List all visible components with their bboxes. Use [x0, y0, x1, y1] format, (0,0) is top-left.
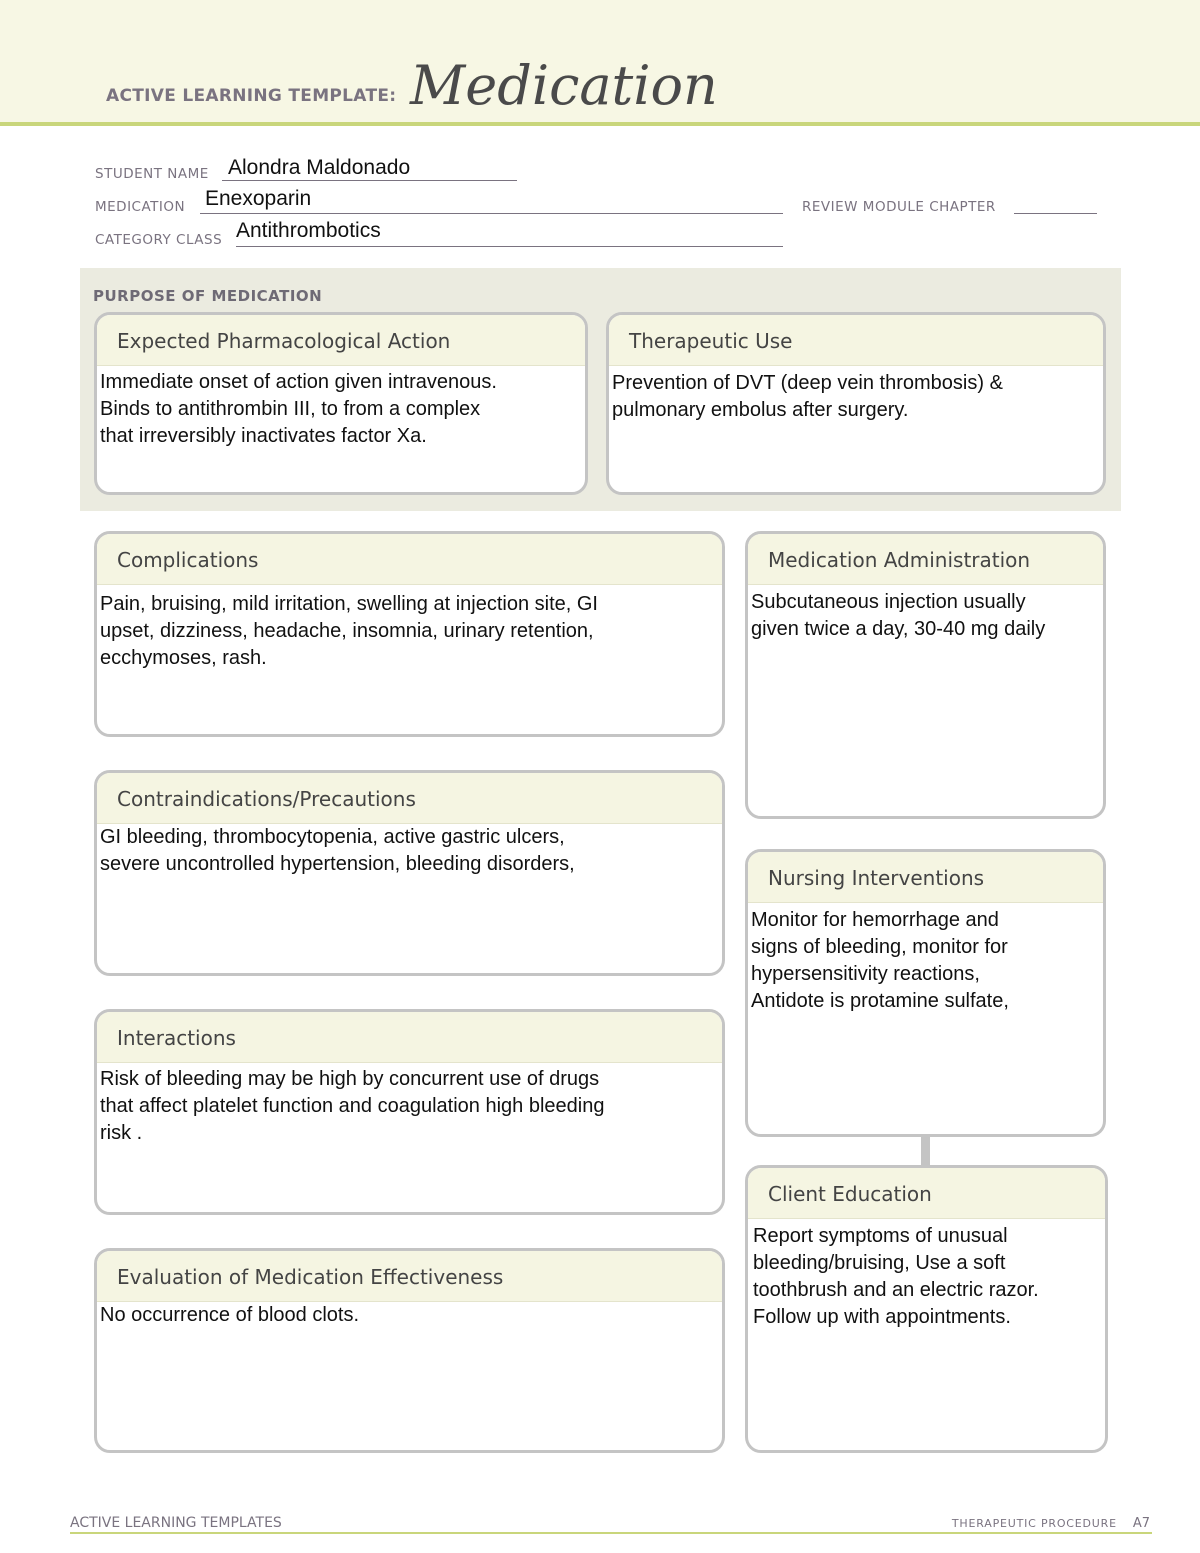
education-box [745, 1165, 1108, 1453]
education-heading: Client Education [748, 1168, 1105, 1219]
education-text[interactable] [748, 1219, 1105, 1331]
expected-action-box [94, 312, 588, 495]
text-line: GI bleeding, thrombocytopenia, active gastric ulcers, [100, 826, 565, 848]
page-number: A7 [1132, 1516, 1150, 1531]
evaluation-box [94, 1248, 725, 1453]
connector-bar [921, 1134, 930, 1166]
text-line: Binds to antithrombin III, to from a complex [100, 398, 481, 420]
text-line: Immediate onset of action given intravenous. [100, 371, 497, 393]
footer-left-label: ACTIVE LEARNING TEMPLATES [70, 1515, 282, 1531]
student-name-label: STUDENT NAME [95, 166, 209, 182]
text-line: Subcutaneous injection usually [751, 591, 1026, 613]
expected-action-heading: Expected Pharmacological Action [97, 315, 585, 366]
text-line: No occurrence of blood clots. [100, 1304, 360, 1326]
text-line: ecchymoses, rash. [100, 647, 267, 669]
text-line: that irreversibly inactivates factor Xa. [100, 425, 427, 447]
evaluation-text[interactable] [97, 1302, 722, 1329]
nursing-text[interactable] [748, 903, 1103, 1015]
student-name-field[interactable]: Alondra Maldonado [228, 156, 411, 179]
text-line: signs of bleeding, monitor for [751, 936, 1008, 958]
footer-right-label [952, 1516, 1150, 1531]
therapeutic-use-text[interactable] [609, 366, 1103, 424]
evaluation-heading: Evaluation of Medication Effectiveness [97, 1251, 722, 1302]
expected-action-text[interactable] [97, 366, 585, 450]
nursing-box [745, 849, 1106, 1137]
complications-heading: Complications [97, 534, 722, 585]
administration-heading: Medication Administration [748, 534, 1103, 585]
text-line: hypersensitivity reactions, [751, 963, 980, 985]
category-class-label: CATEGORY CLASS [95, 232, 223, 248]
text-line: bleeding/bruising, Use a soft [753, 1252, 1006, 1274]
text-line: risk . [100, 1122, 143, 1144]
text-line: Follow up with appointments. [753, 1306, 1011, 1328]
template-label: ACTIVE LEARNING TEMPLATE: [106, 86, 397, 106]
therapeutic-use-box [606, 312, 1106, 495]
review-module-label: REVIEW MODULE CHAPTER [802, 199, 996, 215]
text-line: Pain, bruising, mild irritation, swelling at injection site, GI [100, 593, 598, 615]
review-module-line [1014, 213, 1097, 214]
medication-line [200, 213, 783, 214]
interactions-box [94, 1009, 725, 1215]
nursing-heading: Nursing Interventions [748, 852, 1103, 903]
header-rule [0, 122, 1200, 126]
purpose-title: PURPOSE OF MEDICATION [93, 287, 323, 305]
footer-procedure: THERAPEUTIC PROCEDURE [951, 1517, 1117, 1530]
category-class-line [236, 246, 783, 247]
text-line: Prevention of DVT (deep vein thrombosis) & [612, 372, 1003, 394]
text-line: pulmonary embolus after surgery. [612, 399, 909, 421]
footer-rule [70, 1532, 1152, 1534]
administration-text[interactable] [748, 585, 1103, 643]
text-line: Risk of bleeding may be high by concurrent use of drugs [100, 1068, 600, 1090]
administration-box [745, 531, 1106, 819]
student-name-line [222, 180, 517, 181]
text-line: Monitor for hemorrhage and [751, 909, 999, 931]
contraindications-text[interactable] [97, 824, 722, 878]
medication-label: MEDICATION [95, 199, 186, 215]
text-line: upset, dizziness, headache, insomnia, urinary retention, [100, 620, 594, 642]
interactions-text[interactable] [97, 1063, 722, 1147]
text-line: that affect platelet function and coagulation high bleeding [100, 1095, 605, 1117]
complications-box [94, 531, 725, 737]
medication-field[interactable]: Enexoparin [205, 187, 312, 210]
category-class-field[interactable]: Antithrombotics [236, 219, 381, 242]
contraindications-heading: Contraindications/Precautions [97, 773, 722, 824]
text-line: severe uncontrolled hypertension, bleeding disorders, [100, 853, 575, 875]
interactions-heading: Interactions [97, 1012, 722, 1063]
text-line: toothbrush and an electric razor. [753, 1279, 1039, 1301]
template-title: Medication [410, 54, 718, 117]
therapeutic-use-heading: Therapeutic Use [609, 315, 1103, 366]
text-line: Report symptoms of unusual [753, 1225, 1008, 1247]
text-line: given twice a day, 30-40 mg daily [751, 618, 1046, 640]
text-line: Antidote is protamine sulfate, [751, 990, 1009, 1012]
complications-text[interactable] [97, 585, 722, 672]
contraindications-box [94, 770, 725, 976]
